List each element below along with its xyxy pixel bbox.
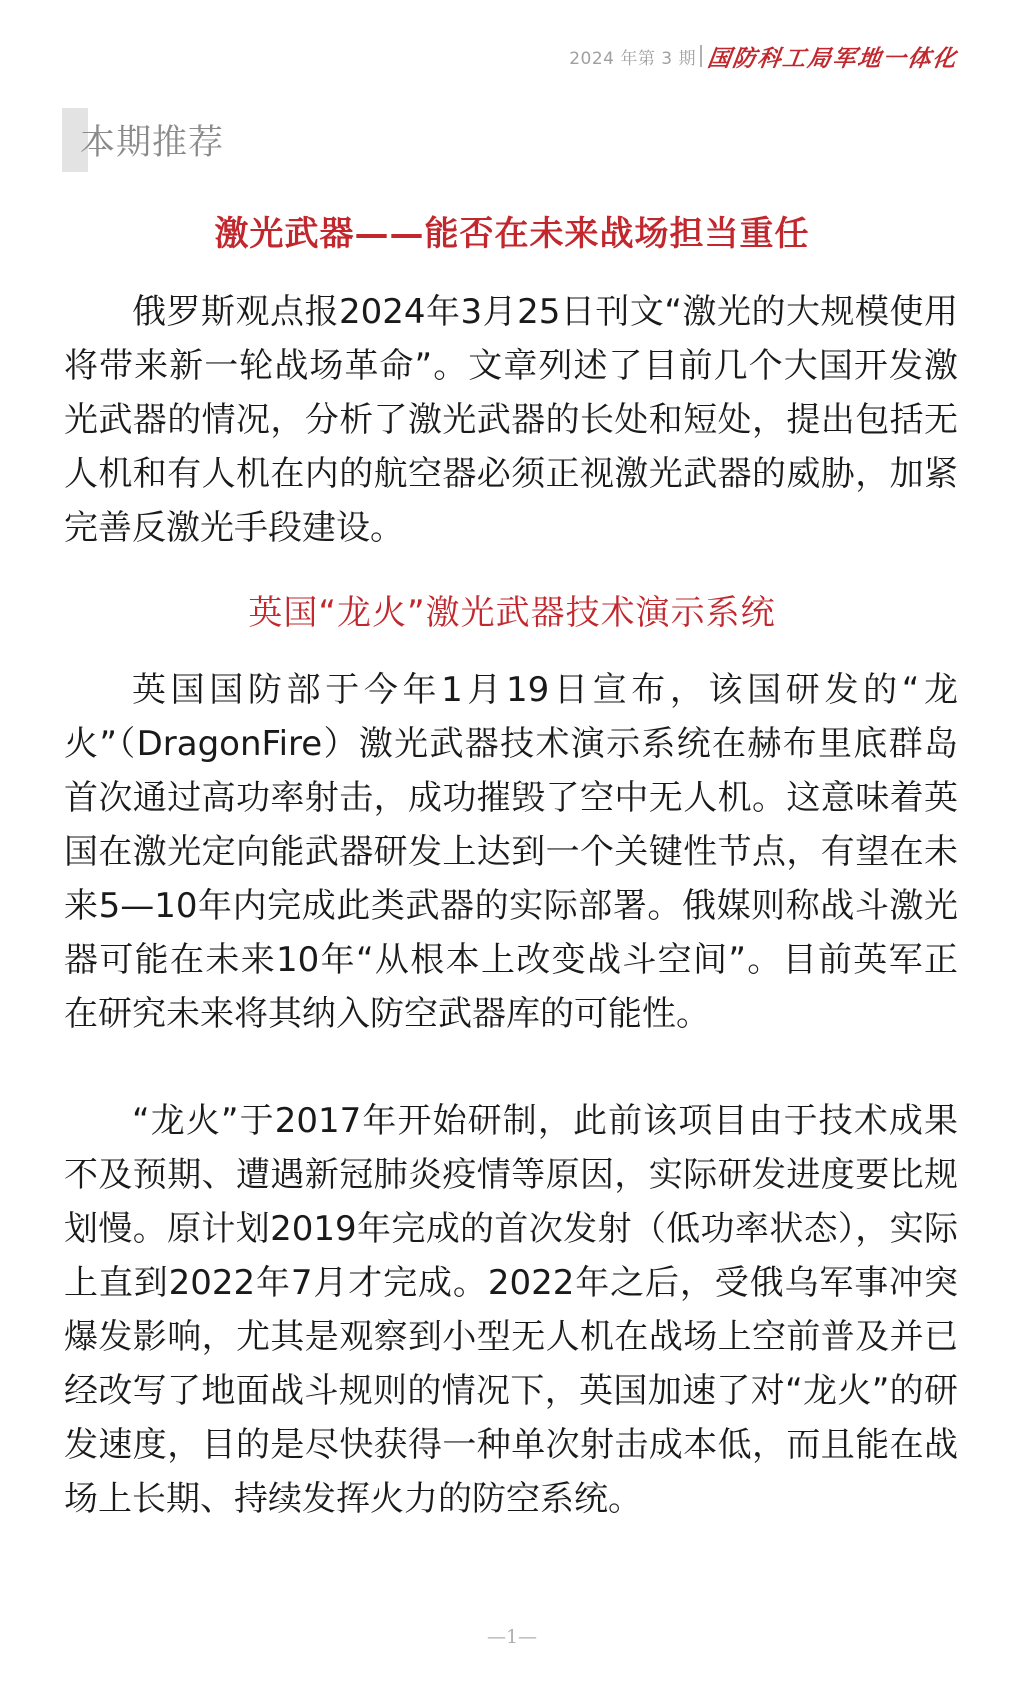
article-title: 激光武器——能否在未来战场担当重任 (214, 214, 810, 254)
page-number: —1— (486, 1626, 538, 1648)
section-label-text: 本期推荐 (80, 123, 225, 163)
header-divider (700, 45, 702, 67)
page-header (569, 38, 958, 74)
article-subtitle: 英国“龙火”激光武器技术演示系统 (248, 593, 776, 633)
body-paragraph-1: 英国国防部于今年1月19日宣布，该国研发的“龙火”（DragonFire）激光武器技术演示系统在赫布里底群岛首次通过高功率射击，成功摧毁了空中无人机。这意味着英国在激光定向能武器研发上达到一个关键性节点，有望在未来5—10年内完成此类武器的实际部署。俄媒则称战斗激光器可能在未来10年“从根本上改变战斗空间”。目前英军正在研究未来将其纳入防空武器库的可能性。 (64, 670, 958, 1034)
section-label (62, 108, 224, 172)
issue-number: 2024 年第 3 期 (569, 48, 696, 69)
body-paragraph-2: “龙火”于2017年开始研制，此前该项目由于技术成果不及预期、遭遇新冠肺炎疫情等原因，实际研发进度要比规划慢。原计划2019年完成的首次发射（低功率状态），实际上直到2022年7月才完成。2022年之后，受俄乌军事冲突爆发影响，尤其是观察到小型无人机在战场上空前普及并已经改写了地面战斗规则的情况下，英国加速了对“龙火”的研发速度，目的是尽快获得一种单次射击成本低，而且能在战场上长期、持续发挥火力的防空系统。 (64, 1101, 958, 1519)
brand-calligraphy-logo: 国防科工局军地一体化 (705, 44, 960, 72)
intro-paragraph: 俄罗斯观点报2024年3月25日刊文“激光的大规模使用将带来新一轮战场革命”。文章列述了目前几个大国开发激光武器的情况，分析了激光武器的长处和短处，提出包括无人机和有人机在内的航空器必须正视激光武器的威胁，加紧完善反激光手段建设。 (64, 292, 958, 548)
